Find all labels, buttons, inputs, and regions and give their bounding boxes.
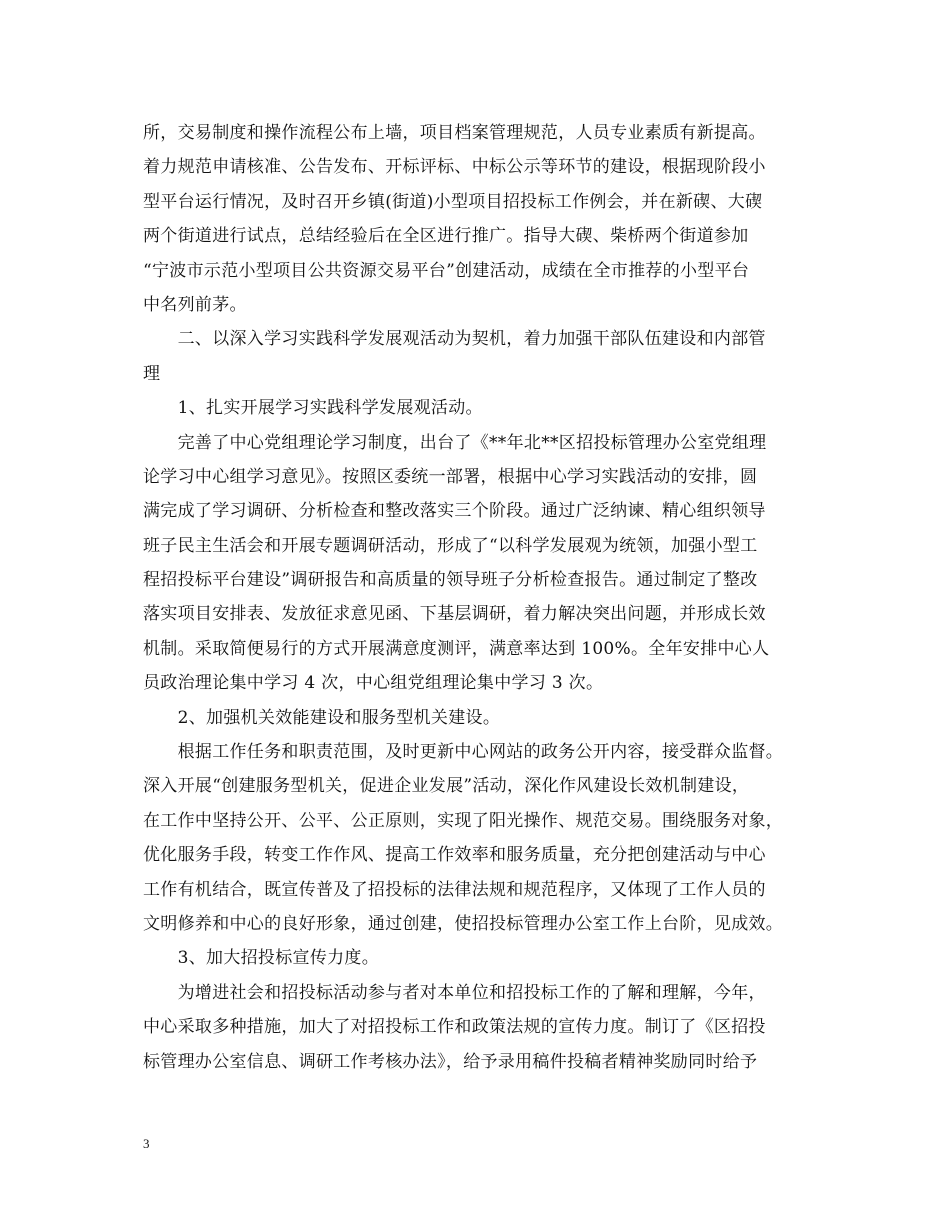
text-line: 为增进社会和招投标活动参与者对本单位和招投标工作的了解和理解，今年， [143, 982, 766, 1003]
text-line: 根据工作任务和职责范围，及时更新中心网站的政务公开内容，接受群众监督。 [143, 742, 784, 763]
text-line: 论学习中心组学习意见》。按照区委统一部署，根据中心学习实践活动的安排，圆 [143, 466, 758, 487]
subsection-heading: 3、加大招投标宣传力度。 [143, 948, 380, 969]
subsection-heading: 1、扎实开展学习实践科学发展观活动。 [143, 398, 483, 419]
text-line: 员政治理论集中学习 4 次，中心组党组理论集中学习 3 次。 [143, 673, 604, 694]
text-line: 型平台运行情况，及时召开乡镇(街道)小型项目招投标工作例会，并在新碶、大碶 [143, 191, 763, 212]
text-line: 文明修养和中心的良好形象，通过创建，使招投标管理办公室工作上台阶，见成效。 [143, 913, 784, 934]
text-line: 落实项目安排表、发放征求意见函、下基层调研，着力解决突出问题，并形成长效 [143, 604, 766, 625]
document-body [143, 116, 833, 1079]
text-line: 满完成了学习调研、分析检查和整改落实三个阶段。通过广泛纳谏、精心组织领导 [143, 501, 766, 522]
text-line: 程招投标平台建设”调研报告和高质量的领导班子分析检查报告。通过制定了整改 [143, 570, 758, 591]
text-line: 机制。采取简便易行的方式开展满意度测评，满意率达到 100%。全年安排中心人 [143, 638, 770, 659]
subsection-heading: 2、加强机关效能建设和服务型机关建设。 [143, 707, 501, 728]
text-line: 所，交易制度和操作流程公布上墙，项目档案管理规范，人员专业素质有新提高。 [143, 123, 766, 143]
section-heading: 二、以深入学习实践科学发展观活动为契机，着力加强干部队伍建设和内部管 [143, 329, 766, 350]
text-line: 深入开展“创建服务型机关，促进企业发展”活动，深化作风建设长效机制建设， [143, 776, 750, 797]
text-line: 两个街道进行试点，总结经验后在全区进行推广。指导大碶、柴桥两个街道参加 [143, 226, 749, 247]
text-line: 工作有机结合，既宣传普及了招投标的法律法规和规范程序，又体现了工作人员的 [143, 879, 766, 900]
text-line: 优化服务手段，转变工作作风、提高工作效率和服务质量，充分把创建活动与中心 [143, 845, 766, 866]
text-line: 标管理办公室信息、调研工作考核办法》，给予录用稿件投稿者精神奖励同时给予 [143, 1051, 758, 1072]
text-line: 着力规范申请核准、公告发布、开标评标、中标公示等环节的建设，根据现阶段小 [143, 157, 766, 178]
text-line: “宁波市示范小型项目公共资源交易平台”创建活动，成绩在全市推荐的小型平台 [143, 260, 750, 281]
page-number: 3 [143, 1136, 150, 1151]
text-line: 班子民主生活会和开展专题调研活动，形成了“以科学发展观为统领，加强小型工 [143, 535, 758, 556]
text-line: 中心采取多种措施，加大了对招投标工作和政策法规的宣传力度。制订了《区招投 [143, 1017, 766, 1038]
text-line: 在工作中坚持公开、公平、公正原则，实现了阳光操作、规范交易。围绕服务对象， [143, 810, 784, 831]
text-line: 完善了中心党组理论学习制度，出台了《**年北**区招投标管理办公室党组理 [143, 432, 767, 453]
text-line: 中名列前茅。 [143, 294, 247, 315]
section-heading: 理 [143, 363, 161, 384]
